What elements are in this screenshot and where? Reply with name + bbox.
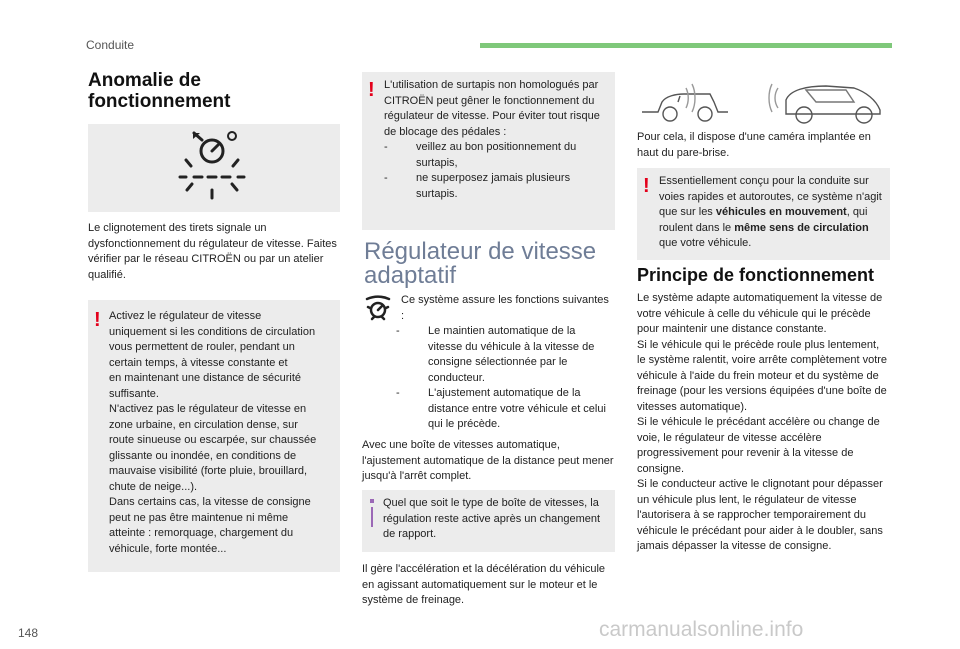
warning-box-floor-mats: [362, 72, 615, 230]
cruise-fault-icon: [88, 124, 340, 212]
warning-icon: !: [643, 175, 650, 197]
anomaly-intro: Le clignotement des tirets signale un dysfonctionnement du régulateur de vitesse. Faites vérifier par le réseau CITROËN ou par un atelier qualifié.: [88, 222, 337, 281]
principle-title: Principe de fonctionnement: [637, 265, 875, 285]
automatic-gearbox-note: Avec une boîte de vitesses automatique, l'ajustement automatique de la distance peut mener jusqu'à l'arrêt complet.: [362, 439, 614, 482]
warning-box-activation: [88, 300, 340, 572]
info-icon: [370, 499, 374, 503]
page-number: 148: [18, 626, 39, 640]
usage-warning-text: Essentiellement conçu pour la conduite sur voies rapides et autoroutes, ce système n'agit que sur les véhicules en mouvement, qui roulent dans le même sens de circulation que votre véhicule.: [659, 175, 882, 249]
anomaly-title: Anomalie de fonctionnement: [88, 70, 231, 112]
adaptive-cruise-icon: [364, 293, 392, 321]
section-header: Conduite: [86, 38, 135, 52]
warning-icon: !: [94, 309, 101, 331]
camera-car-illustration: [640, 72, 892, 124]
camera-location: Pour cela, il dispose d'une caméra implantée en haut du pare-brise.: [637, 131, 871, 159]
adaptive-cruise-title: Régulateur de vitesse adaptatif: [364, 238, 597, 289]
cruise-fault-illustration: [88, 124, 340, 212]
gear-change-info: Quel que soit le type de boîte de vitesses, la régulation reste active après un changement de rapport.: [383, 497, 601, 540]
floor-mats-warning: L'utilisation de surtapis non homologués par CITROËN peut gêner le fonctionnement du régulateur de vitesse. Pour éviter tout risque de blocage des pédales : - veillez au bon positionnement du surtapis, - ne superposez jamais plusieurs surtapis.: [384, 78, 612, 202]
warning-box-usage: [637, 168, 890, 260]
warning-activation-text: Activez le régulateur de vitesse uniquement si les conditions de circulation vous permettent de rouler, pendant un certain temps, à vitesse constante et en maintenant une distance de sécurité suffisante. N'activez pas le régulateur de vitesse en zone urbaine, en circulation dense, sur route sinueuse ou escarpée, sur chaussée glissante ou inondée, en conditions de mauvaise visibilité (forte pluie, brouillard, chute de neige...). Dans certains cas, la vitesse de consigne peut ne pas être maintenue ni même atteinte : remorquage, chargement du véhicule, forte montée...: [109, 310, 317, 555]
info-box-gear-change: [362, 490, 615, 552]
watermark: carmanualsonline.info: [599, 618, 804, 641]
warning-icon: !: [368, 79, 375, 101]
adaptive-cruise-functions: Ce système assure les fonctions suivantes : - Le maintien automatique de la vitesse du véhicule à la vitesse de consigne sélectionnée par le conducteur. - L'ajustement automatique de la distance entre votre véhicule et celui qui le précède.: [401, 293, 611, 433]
acceleration-paragraph: Il gère l'accélération et la décélération du véhicule en agissant automatiquement sur le moteur et le système de freinage.: [362, 563, 606, 606]
principle-text: Le système adapte automatiquement la vitesse de votre véhicule à celle du véhicule qui le précède pour maintenir une distance constante. Si le véhicule qui le précède roule plus lentement, le système ralentit, voire arrête complètement votre véhicule à l'aide du frein moteur et du système de freinage (pour les versions équipées d'une boîte de vitesses automatique). Si le véhicule le précédant accélère ou change de voie, le régulateur de vitesse accélère progressivement pour revenir à la vitesse de consigne. Si le conducteur active le clignotant pour dépasser un véhicule plus lent, le régulateur de vitesse l'autorisera à se rapprocher temporairement du véhicule le précédant pour aider à le doubler, sans jamais dépasser la vitesse de consigne.: [637, 292, 888, 552]
section-accent-bar: [480, 43, 892, 48]
